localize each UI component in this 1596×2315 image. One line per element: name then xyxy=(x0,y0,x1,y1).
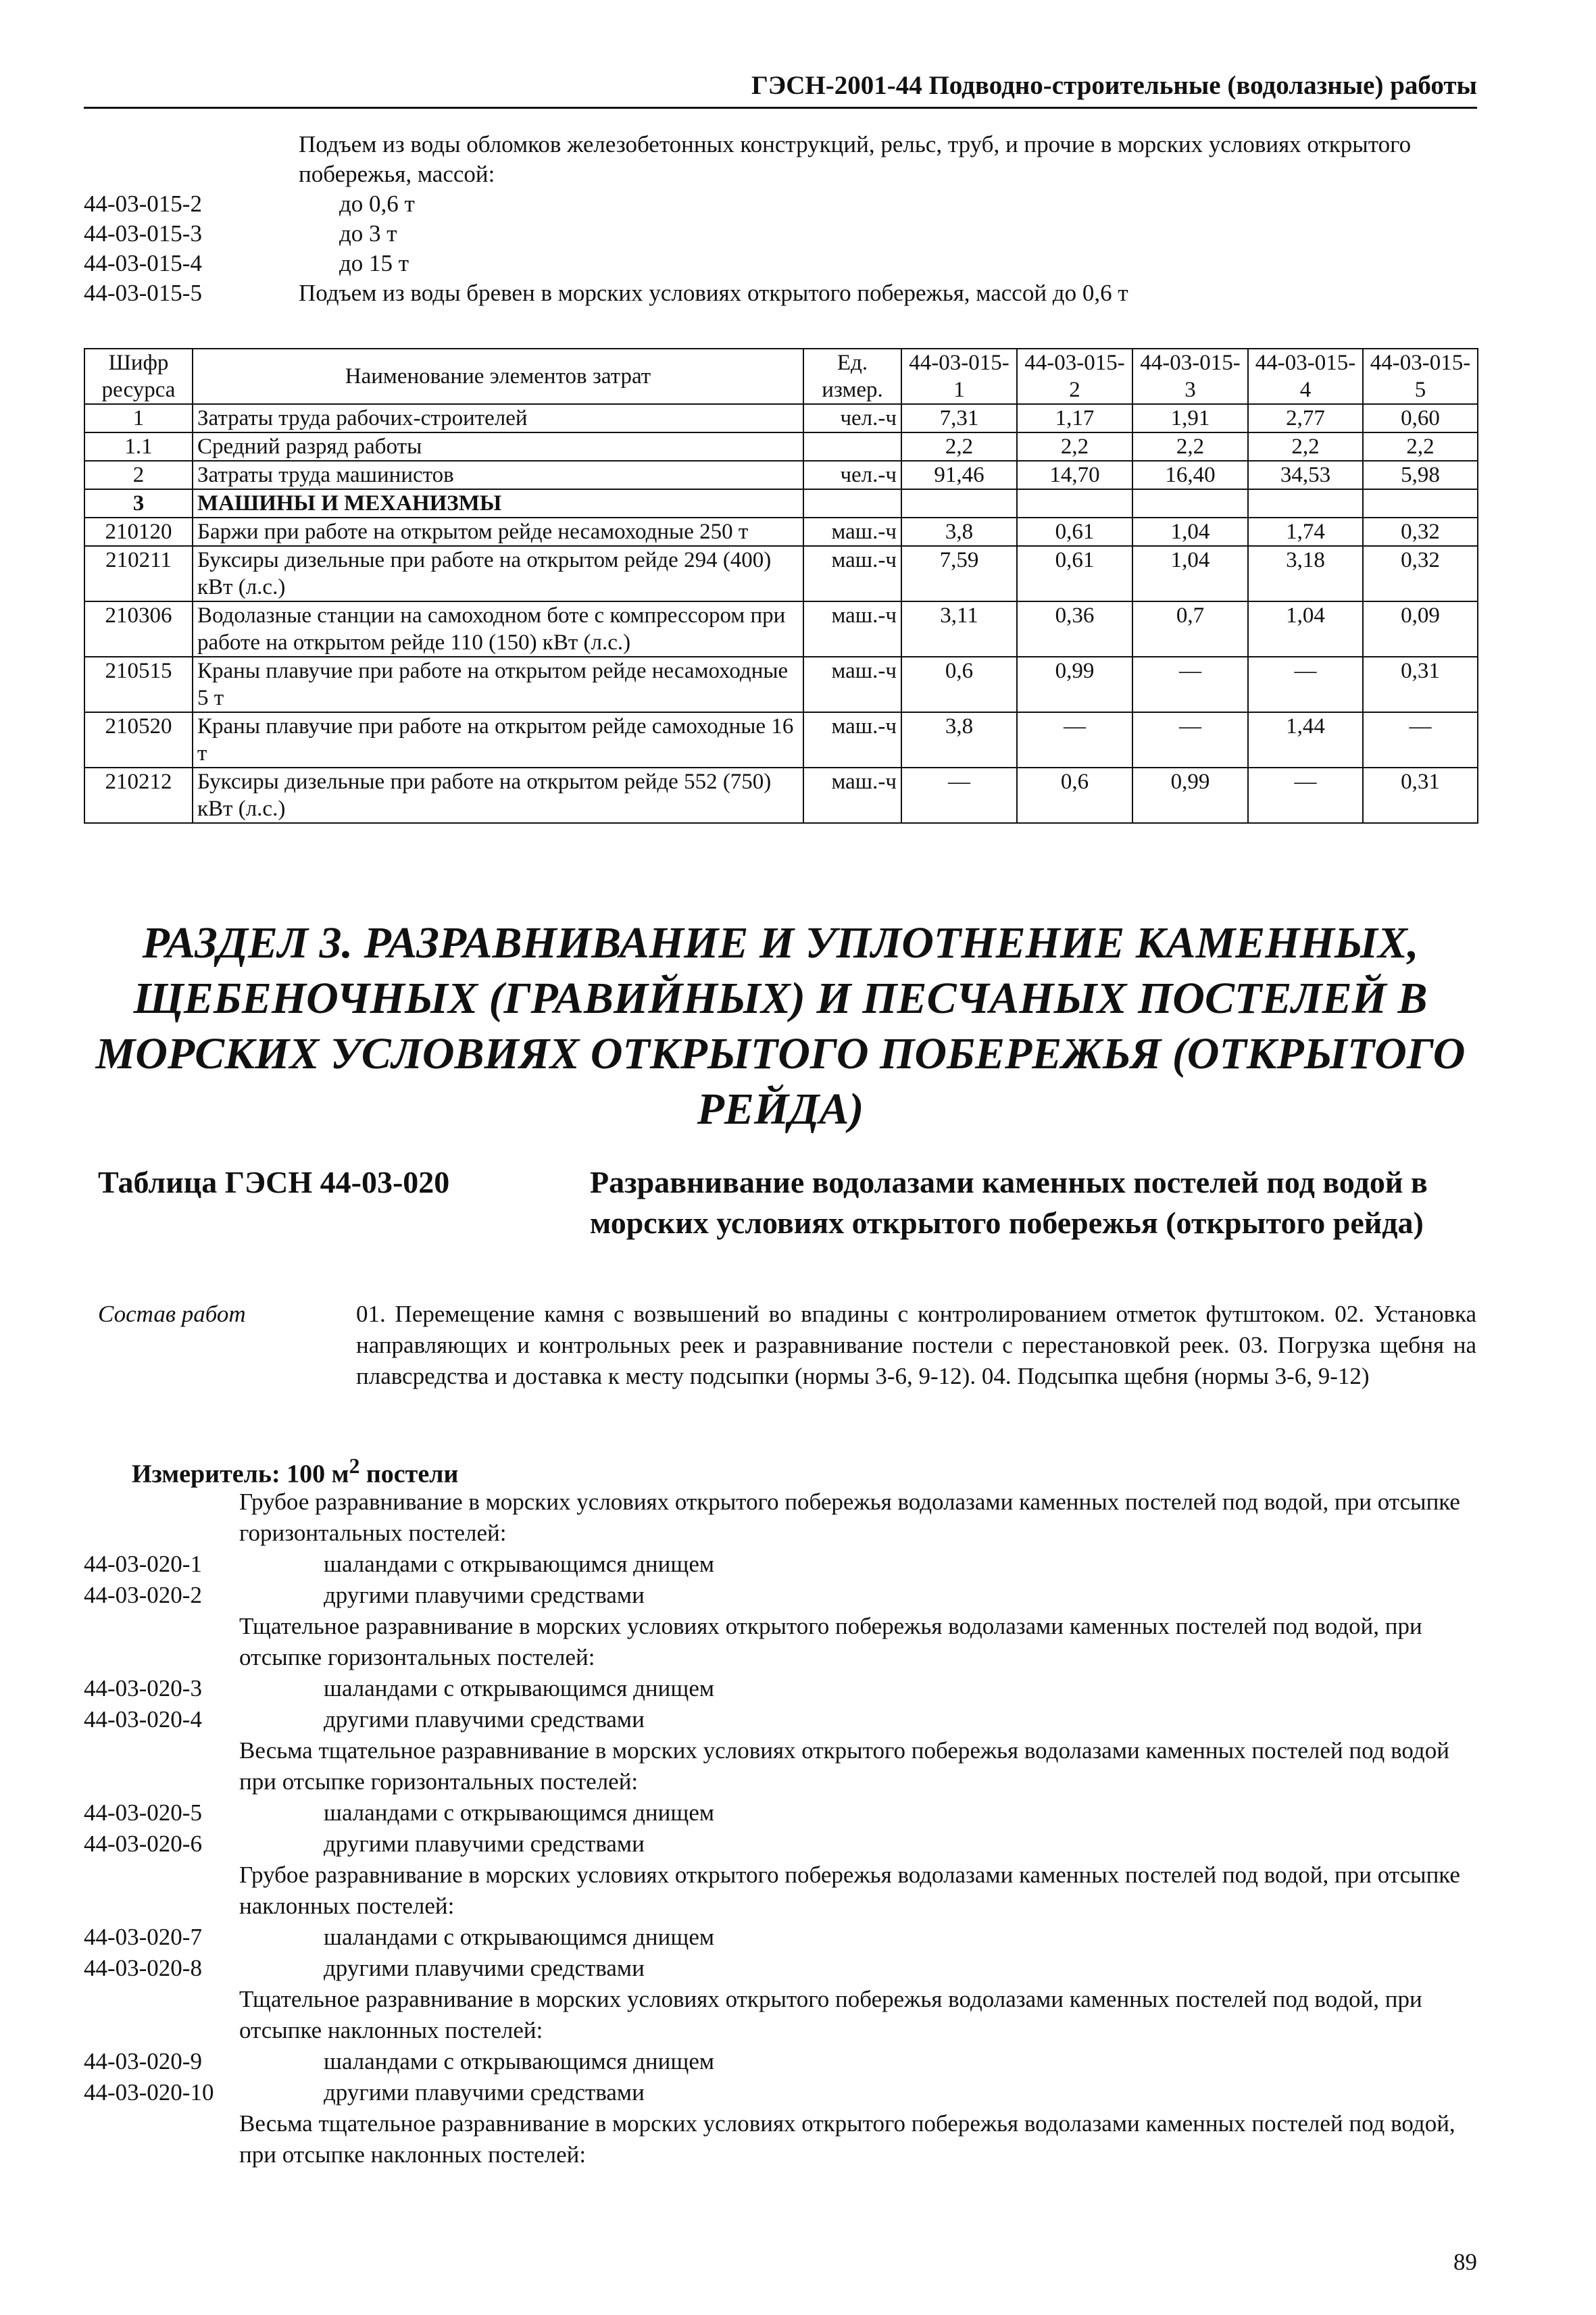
cell-value: 14,70 xyxy=(1017,461,1132,489)
cell-unit: маш.-ч xyxy=(803,546,901,601)
cell-value: 34,53 xyxy=(1248,461,1363,489)
header-col: 44-03-015-3 xyxy=(1132,349,1248,404)
norm-text: шаландами с открывающимся днищем xyxy=(324,1551,714,1577)
norm-group-description: Тщательное разравнивание в морских условиях открытого побережья водолазами каменных постелей под водой, при отсыпке наклонных постелей: xyxy=(239,1986,1422,2043)
code-line xyxy=(84,1704,1477,1735)
cell-value xyxy=(1248,489,1363,518)
cell-value: 1,04 xyxy=(1132,518,1248,546)
cell-unit xyxy=(803,489,901,518)
cell-value: 2,2 xyxy=(1132,432,1248,461)
work-composition xyxy=(98,1299,1476,1392)
cell-code: 1.1 xyxy=(84,432,193,461)
cell-value: 1,04 xyxy=(1248,601,1363,657)
norm-text: шаландами с открывающимся днищем xyxy=(324,1675,714,1701)
norm-text: шаландами с открывающимся днищем xyxy=(324,1799,714,1826)
cell-value: 2,2 xyxy=(901,432,1017,461)
cell-value: 3,8 xyxy=(901,712,1017,768)
cell-value: — xyxy=(901,768,1017,823)
cell-value: — xyxy=(1248,768,1363,823)
cell-value xyxy=(901,489,1017,518)
cell-code: 3 xyxy=(84,489,193,518)
code-line xyxy=(84,1673,1477,1704)
code-line xyxy=(84,249,1477,278)
norm-text: другими плавучими средствами xyxy=(324,1582,645,1608)
table-row xyxy=(84,712,1478,768)
cell-value: 2,2 xyxy=(1248,432,1363,461)
cell-value: — xyxy=(1132,657,1248,712)
norm-code: 44-03-015-2 xyxy=(84,191,202,217)
meter-suffix: постели xyxy=(359,1460,459,1489)
cell-value: — xyxy=(1132,712,1248,768)
cell-value: 3,18 xyxy=(1248,546,1363,601)
cell-unit: чел.-ч xyxy=(803,404,901,432)
section-title: РАЗДЕЛ 3. РАЗРАВНИВАНИЕ И УПЛОТНЕНИЕ КАМЕННЫХ, ЩЕБЕНОЧНЫХ (ГРАВИЙНЫХ) И ПЕСЧАНЫХ ПОСТЕЛЕЙ В МОРСКИХ УСЛОВИЯХ ОТКРЫТОГО ПОБЕРЕЖЬЯ (ОТКРЫТОГО РЕЙДА) xyxy=(95,918,1466,1134)
cell-code: 1 xyxy=(84,404,193,432)
cell-value: 0,61 xyxy=(1017,546,1132,601)
code-line xyxy=(84,2046,1477,2077)
norm-code: 44-03-020-1 xyxy=(84,1551,202,1577)
norm-code: 44-03-020-2 xyxy=(84,1582,202,1608)
norm-text: до 15 т xyxy=(339,250,409,276)
table-header-row xyxy=(84,349,1478,404)
cell-value: 0,31 xyxy=(1363,657,1478,712)
cell-value: 1,04 xyxy=(1132,546,1248,601)
norm-code: 44-03-020-4 xyxy=(84,1706,202,1733)
cell-value xyxy=(1363,489,1478,518)
norm-group-description: Весьма тщательное разравнивание в морских условиях открытого побережья водолазами каменных постелей под водой, при отсыпке наклонных постелей: xyxy=(239,2110,1455,2168)
code-line xyxy=(84,219,1477,249)
cell-code: 210120 xyxy=(84,518,193,546)
cell-value: 0,7 xyxy=(1132,601,1248,657)
norm-code: 44-03-015-3 xyxy=(84,220,202,247)
norm-text: другими плавучими средствами xyxy=(324,1706,645,1733)
norm-code: 44-03-020-5 xyxy=(84,1799,202,1826)
page-number: 89 xyxy=(1453,2249,1477,2275)
running-header xyxy=(84,65,1477,109)
code-line xyxy=(84,278,1477,308)
cell-name: Буксиры дизельные при работе на открытом рейде 552 (750) кВт (л.с.) xyxy=(193,768,803,823)
meter-prefix: Измеритель: 100 м xyxy=(132,1460,349,1489)
cell-value: 91,46 xyxy=(901,461,1017,489)
cell-name: Баржи при работе на открытом рейде несамоходные 250 т xyxy=(193,518,803,546)
code-line xyxy=(84,1828,1477,1860)
norm-text: до 3 т xyxy=(339,220,397,247)
cell-value: 0,36 xyxy=(1017,601,1132,657)
header-name: Наименование элементов затрат xyxy=(193,349,803,404)
resource-table-body xyxy=(84,404,1478,823)
resource-table-head xyxy=(84,349,1478,404)
cell-unit: маш.-ч xyxy=(803,601,901,657)
header-title: ГЭСН-2001-44 Подводно-строительные (водолазные) работы xyxy=(751,71,1477,100)
cell-value: 7,31 xyxy=(901,404,1017,432)
table-row xyxy=(84,657,1478,712)
cell-value: 0,6 xyxy=(901,657,1017,712)
norm-code: 44-03-015-5 xyxy=(84,280,202,306)
intro-description: Подъем из воды обломков железобетонных конструкций, рельс, труб, и прочие в морских условиях открытого побережья, массой: xyxy=(299,131,1412,187)
norm-code: 44-03-020-9 xyxy=(84,2048,202,2074)
header-code: Шифр ресурса xyxy=(84,349,193,404)
cell-value: 0,31 xyxy=(1363,768,1478,823)
code-line xyxy=(84,1580,1477,1611)
cell-unit: маш.-ч xyxy=(803,518,901,546)
table-row xyxy=(84,432,1478,461)
norm-code: 44-03-020-7 xyxy=(84,1924,202,1950)
cell-value: 2,2 xyxy=(1363,432,1478,461)
norm-text: до 0,6 т xyxy=(339,191,415,217)
norm-code: 44-03-020-10 xyxy=(84,2079,214,2106)
norm-group-description: Весьма тщательное разравнивание в морских условиях открытого побережья водолазами каменных постелей под водой при отсыпке горизонтальных постелей: xyxy=(239,1737,1449,1795)
cell-value: 0,60 xyxy=(1363,404,1478,432)
cell-value: 1,44 xyxy=(1248,712,1363,768)
norm-group-description: Грубое разравнивание в морских условиях открытого побережья водолазами каменных постелей под водой, при отсыпке наклонных постелей: xyxy=(239,1862,1460,1919)
cell-unit: маш.-ч xyxy=(803,657,901,712)
cell-name: Краны плавучие при работе на открытом рейде несамоходные 5 т xyxy=(193,657,803,712)
cell-name: МАШИНЫ И МЕХАНИЗМЫ xyxy=(193,489,803,518)
cell-name: Буксиры дизельные при работе на открытом рейде 294 (400) кВт (л.с.) xyxy=(193,546,803,601)
norm-text: другими плавучими средствами xyxy=(324,1955,645,1981)
cell-name: Затраты труда машинистов xyxy=(193,461,803,489)
code-line xyxy=(84,1922,1477,1953)
norm-code: 44-03-020-3 xyxy=(84,1675,202,1701)
cell-value: 7,59 xyxy=(901,546,1017,601)
cell-code: 210520 xyxy=(84,712,193,768)
cell-code: 210306 xyxy=(84,601,193,657)
norm-group-description: Грубое разравнивание в морских условиях открытого побережья водолазами каменных постелей под водой, при отсыпке горизонтальных постелей: xyxy=(239,1489,1460,1546)
cell-value: 3,11 xyxy=(901,601,1017,657)
resource-table xyxy=(84,348,1478,824)
cell-value: — xyxy=(1248,657,1363,712)
meter-sup: 2 xyxy=(349,1454,360,1478)
table-label: Таблица ГЭСН 44-03-020 xyxy=(98,1165,450,1199)
cell-value xyxy=(1017,489,1132,518)
cell-value: — xyxy=(1017,712,1132,768)
cell-code: 210211 xyxy=(84,546,193,601)
work-label: Состав работ xyxy=(98,1301,246,1327)
cell-code: 210212 xyxy=(84,768,193,823)
work-text: 01. Перемещение камня с возвышений во впадины с контролированием отметок футштоком. 02. Установка направляющих и контрольных реек и разравнивание постели с перестановкой реек. 03. Погрузка щебня на плавсредства и доставка к месту подсыпки (нормы 3-6, 9-12). 04. Подсыпка щебня (нормы 3-6, 9-12) xyxy=(356,1301,1476,1389)
cell-value: 0,61 xyxy=(1017,518,1132,546)
cell-value xyxy=(1132,489,1248,518)
header-col: 44-03-015-4 xyxy=(1248,349,1363,404)
norm-code: 44-03-020-8 xyxy=(84,1955,202,1981)
norm-text: другими плавучими средствами xyxy=(324,2079,645,2106)
header-col: 44-03-015-1 xyxy=(901,349,1017,404)
meter-line xyxy=(132,1454,458,1489)
norm-group-description: Тщательное разравнивание в морских условиях открытого побережья водолазами каменных постелей под водой, при отсыпке горизонтальных постелей: xyxy=(239,1613,1422,1670)
cell-value: 0,09 xyxy=(1363,601,1478,657)
cell-value: 1,17 xyxy=(1017,404,1132,432)
header-unit: Ед. измер. xyxy=(803,349,901,404)
code-line xyxy=(84,189,1477,219)
cell-value: 3,8 xyxy=(901,518,1017,546)
cell-name: Водолазные станции на самоходном боте с компрессором при работе на открытом рейде 110 (150) кВт (л.с.) xyxy=(193,601,803,657)
cell-value: 2,2 xyxy=(1017,432,1132,461)
cell-unit: маш.-ч xyxy=(803,712,901,768)
code-line xyxy=(84,2077,1477,2108)
cell-value: 1,91 xyxy=(1132,404,1248,432)
norm-text: Подъем из воды бревен в морских условиях открытого побережья, массой до 0,6 т xyxy=(299,280,1128,306)
code-line xyxy=(84,1797,1477,1828)
norm-text: шаландами с открывающимся днищем xyxy=(324,2048,714,2074)
table-row xyxy=(84,601,1478,657)
table-row xyxy=(84,461,1478,489)
cell-unit xyxy=(803,432,901,461)
norm-text: другими плавучими средствами xyxy=(324,1831,645,1857)
cell-value: 0,99 xyxy=(1132,768,1248,823)
cell-name: Краны плавучие при работе на открытом рейде самоходные 16 т xyxy=(193,712,803,768)
cell-unit: чел.-ч xyxy=(803,461,901,489)
norm-code: 44-03-020-6 xyxy=(84,1831,202,1857)
cell-value: 16,40 xyxy=(1132,461,1248,489)
table-title: Разравнивание водолазами каменных постелей под водой в морских условиях открытого побережья (открытого рейда) xyxy=(590,1165,1428,1240)
code-line xyxy=(84,1953,1477,1984)
cell-code: 210515 xyxy=(84,657,193,712)
header-col: 44-03-015-5 xyxy=(1363,349,1478,404)
norms-list xyxy=(84,1487,1477,2170)
cell-value: — xyxy=(1363,712,1478,768)
header-col: 44-03-015-2 xyxy=(1017,349,1132,404)
cell-value: 0,32 xyxy=(1363,546,1478,601)
cell-value: 0,6 xyxy=(1017,768,1132,823)
table-row xyxy=(84,768,1478,823)
cell-value: 5,98 xyxy=(1363,461,1478,489)
cell-name: Затраты труда рабочих-строителей xyxy=(193,404,803,432)
cell-code: 2 xyxy=(84,461,193,489)
cell-name: Средний разряд работы xyxy=(193,432,803,461)
cell-unit: маш.-ч xyxy=(803,768,901,823)
cell-value: 1,74 xyxy=(1248,518,1363,546)
norm-code: 44-03-015-4 xyxy=(84,250,202,276)
cell-value: 0,32 xyxy=(1363,518,1478,546)
table-row xyxy=(84,518,1478,546)
cell-value: 0,99 xyxy=(1017,657,1132,712)
norm-text: шаландами с открывающимся днищем xyxy=(324,1924,714,1950)
table-row xyxy=(84,489,1478,518)
intro-block xyxy=(84,130,1477,308)
table-row xyxy=(84,546,1478,601)
code-line xyxy=(84,1549,1477,1580)
cell-value: 2,77 xyxy=(1248,404,1363,432)
table-row xyxy=(84,404,1478,432)
